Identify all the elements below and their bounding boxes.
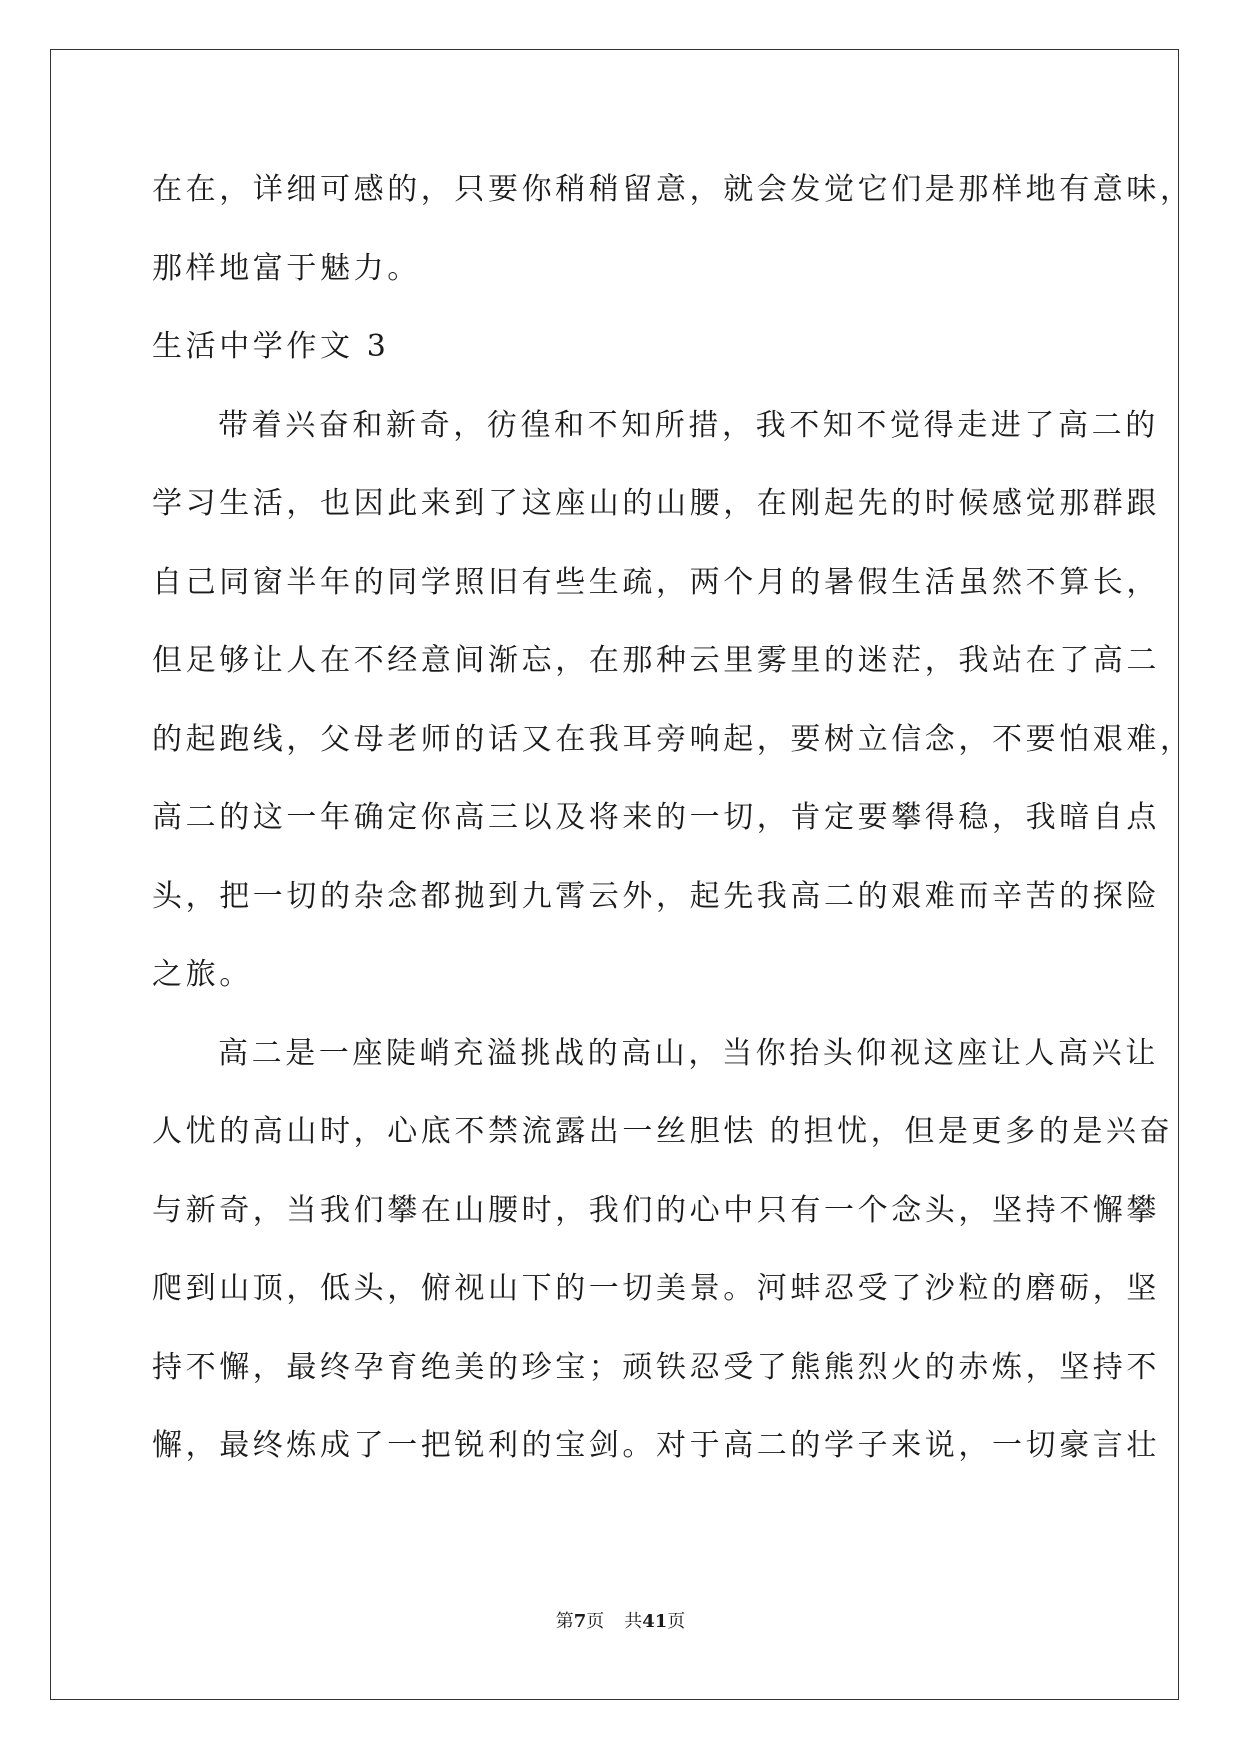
paragraph-start-line: 高二是一座陡峭充溢挑战的高山，当你抬头仰视这座让人高兴让 xyxy=(218,1035,1159,1071)
text-line: 的起跑线，父母老师的话又在我耳旁响起，要树立信念，不要怕艰难， xyxy=(152,721,1194,757)
text-line: 与新奇，当我们攀在山腰时，我们的心中只有一个念头，坚持不懈攀 xyxy=(152,1192,1160,1228)
text-line: 爬到山顶，低头，俯视山下的一切美景。河蚌忍受了沙粒的磨砺，坚 xyxy=(152,1271,1160,1306)
text-line: 头，把一切的杂念都抛到九霄云外，起先我高二的艰难而辛苦的探险 xyxy=(152,878,1160,914)
total-suffix: 页 xyxy=(667,1611,686,1632)
total-prefix: 共 xyxy=(624,1611,643,1632)
text-line: 学习生活，也因此来到了这座山的山腰，在刚起先的时候感觉那群跟 xyxy=(152,486,1160,521)
text-line: 懈，最终炼成了一把锐利的宝剑。对于高二的学子来说，一切豪言壮 xyxy=(152,1428,1160,1463)
text-line: 自己同窗半年的同学照旧有些生疏，两个月的暑假生活虽然不算长， xyxy=(152,564,1160,600)
text-line: 之旅。 xyxy=(152,957,253,992)
page-number: 7 xyxy=(573,1611,587,1632)
text-line: 人忧的高山时，心底不禁流露出一丝胆怯 的担忧，但是更多的是兴奋 xyxy=(152,1114,1174,1149)
section-heading: 生活中学作文 3 xyxy=(152,329,390,364)
page-footer xyxy=(0,1610,1241,1634)
text-line: 那样地富于魅力。 xyxy=(152,250,421,286)
total-pages: 41 xyxy=(642,1611,668,1632)
text-line: 持不懈，最终孕育绝美的珍宝；顽铁忍受了熊熊烈火的赤炼，坚持不 xyxy=(152,1349,1160,1385)
page-prefix: 第 xyxy=(555,1611,574,1632)
document-body xyxy=(152,162,1194,1497)
text-line: 在在，详细可感的，只要你稍稍留意，就会发觉它们是那样地有意味， xyxy=(152,172,1194,207)
text-line: 高二的这一年确定你高三以及将来的一切，肯定要攀得稳，我暗自点 xyxy=(152,800,1160,835)
page-suffix: 页 xyxy=(586,1611,605,1632)
text-line: 但足够让人在不经意间渐忘，在那种云里雾里的迷茫，我站在了高二 xyxy=(152,643,1160,678)
paragraph-start-line: 带着兴奋和新奇，彷徨和不知所措，我不知不觉得走进了高二的 xyxy=(218,407,1159,443)
